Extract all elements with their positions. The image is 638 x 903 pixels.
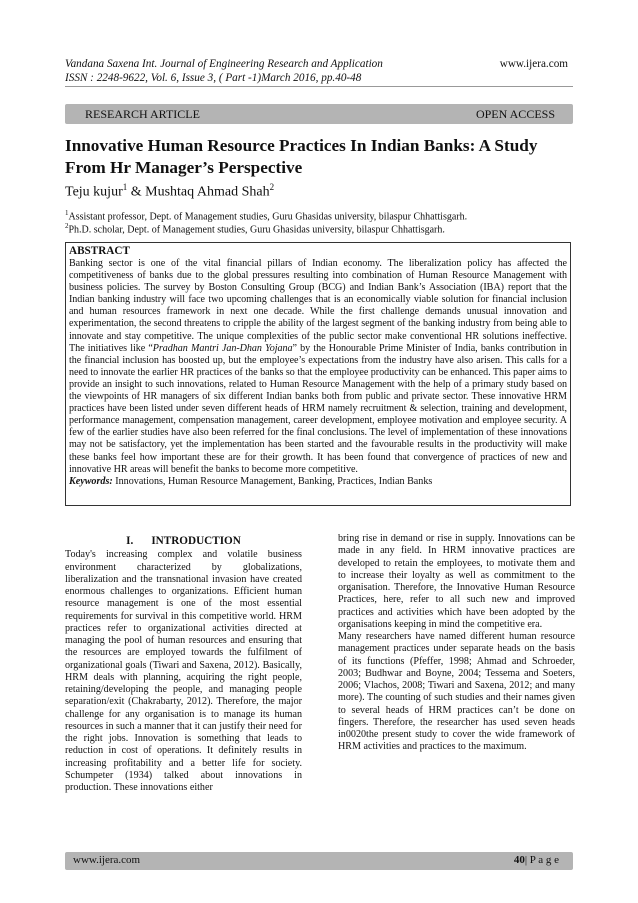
section-heading xyxy=(65,535,302,547)
abstract-body xyxy=(69,258,567,476)
authors xyxy=(65,182,274,201)
intro-paragraph-2: bring rise in demand or rise in supply. Innovations can be made in any field. In HRM innovative practices are developed to retain the employees, to motivate them and to increase their loyalty as well as commitment to the organisation. Therefore, the Innovative Human Resource Practices, here, refer to all such new and improved practices and activities which have been adopted by the organisations keeping in mind the competitive era. xyxy=(338,533,575,630)
research-article-label: RESEARCH ARTICLE xyxy=(85,107,200,121)
journal-header xyxy=(65,57,495,85)
keywords-list: Innovations, Human Resource Management, Banking, Practices, Indian Banks xyxy=(112,475,433,487)
abstract-text-1: Banking sector is one of the vital financial pillars of Indian economy. The liberalization policy has affected the competitiveness of banks due to the global pressures resulting into combination of Human Resource Management with business policies. The survey by Boston Consulting Group (BCG) and Indian Bank’s Association (IBA) report that the Indian banking industry will face two upcoming challenges that is an economically viable solution for financial inclusion and human resources framework in next one decade. While the first challenge demands unusual innovation and experimentation, the second threatens to cripple the ability of the largest segment of the banking industry from being able to innovate and stay competitive. The unique complexities of the public sector make conventional HR solutions ineffective. The initiatives like “ xyxy=(69,258,567,354)
section-title: INTRODUCTION xyxy=(151,535,241,547)
affiliation-2-text: Ph.D. scholar, Dept. of Management studies, Guru Ghasidas university, bilaspur Chhattisgarh. xyxy=(68,224,445,236)
open-access-label: OPEN ACCESS xyxy=(475,107,555,121)
affiliation-2 xyxy=(65,220,585,236)
page-number xyxy=(514,854,559,866)
affiliation-2-sup: 2 xyxy=(65,222,69,230)
intro-paragraph-3: Many researchers have named different human resource management practices under separate heads on the basis of its functions (Pfeffer, 1998; Ahmad and Schroeder, 2003; Budhwar and Boyne, 2004; Tessema and Soeters, 2006; Vlachos, 2008; Tiwari and Saxena, 2012; and many more). The counting of such studies and their names given to several heads of HRM practices can’t be done on fingers. Therefore, the researcher has used seven heads in0020the present study to cover the wide framework of HRM activities and practices to the maximum. xyxy=(338,631,575,753)
author-2-sup: 2 xyxy=(269,182,275,192)
journal-line-1: Vandana Saxena Int. Journal of Engineering Research and Application xyxy=(65,58,383,70)
keywords xyxy=(69,476,567,488)
journal-line-2: ISSN : 2248-9622, Vol. 6, Issue 3, ( Part -1)March 2016, pp.40-48 xyxy=(65,72,362,84)
keywords-label: Keywords: xyxy=(69,475,113,487)
affiliation-1-text: Assistant professor, Dept. of Management studies, Guru Ghasidas university, bilaspur Chhattisgarh. xyxy=(68,211,468,223)
intro-paragraph-1: Today's increasing complex and volatile business environment characterized by globalizations, liberalization and the transnational invasion have created enormous challenges to organizations. Efficient human resource management is one of the most essential requirements for survival in this competitive world. HRM practices refer to organizational activities directed at managing the pool of human resources and ensuring that the resources are employed towards the fulfilment of organizational goals (Tiwari and Saxena, 2012). Basically, HRM deals with planning, acquiring the right people, retaining/developing the people, and managing people separation/exit (Chakrabarty, 2012). Therefore, the major challenge for any organisation is to manage its human resources in such a manner that it can justify their need for the right jobs. Innovation is something that leads to reduction in cost of operations. It definitely results in increasing profitability and a better life for society. Schumpeter (1934) talked about innovations in production. These innovations either xyxy=(65,549,302,793)
footer-website-link[interactable]: www.ijera.com xyxy=(73,854,141,866)
abstract-scheme-name: Pradhan Mantri Jan-Dhan Yojana xyxy=(152,342,293,354)
article-type-band xyxy=(65,104,573,124)
header-divider xyxy=(65,86,573,87)
paper-title: Innovative Human Resource Practices In Indian Banks: A Study From Hr Manager’s Perspective xyxy=(65,136,538,177)
abstract-text-2: ” by the Honourable Prime Minister of India, banks contribution in the financial inclusion has boosted up, but the employee’s expectations from the industry have also arisen. This calls for a need to innovate the earlier HR practices of the banks so that the employee productivity can be enhanced. This paper aims to provide an insight to such innovations, related to Human Resource Management with the help of a primary study based on the viewpoints of HR managers of six different Indian banks both from public and private sector. These innovative HRM practices have been listed under seven different heads of HRM namely recruitment & selection, training and development, performance management, compensation management, career development, employee motivation and employee security. A few of the earlier studies have also been referred for the final conclusions. The level of implementation of these innovations may not be satisfactory, yet the implementation has been started and the favourable results in the productivity will make these banks feel how important these are for their growth. It has been found that convergence of practices of new and innovative HR areas will benefit the banks to become more competitive. xyxy=(69,342,568,475)
author-1-sup: 1 xyxy=(122,182,128,192)
author-1: Teju kujur xyxy=(65,184,123,200)
abstract-box xyxy=(65,242,571,506)
affiliation-1-sup: 1 xyxy=(65,209,69,217)
page-number-value: 40 xyxy=(513,854,525,866)
author-2: & Mushtaq Ahmad Shah xyxy=(127,184,270,200)
footer-band xyxy=(65,852,573,870)
abstract-heading: ABSTRACT xyxy=(69,245,130,257)
section-number: I. xyxy=(126,535,134,547)
left-column xyxy=(65,535,302,794)
page-label: | P a g e xyxy=(524,854,559,866)
right-column xyxy=(338,533,575,754)
header-website-link[interactable]: www.ijera.com xyxy=(499,58,568,70)
